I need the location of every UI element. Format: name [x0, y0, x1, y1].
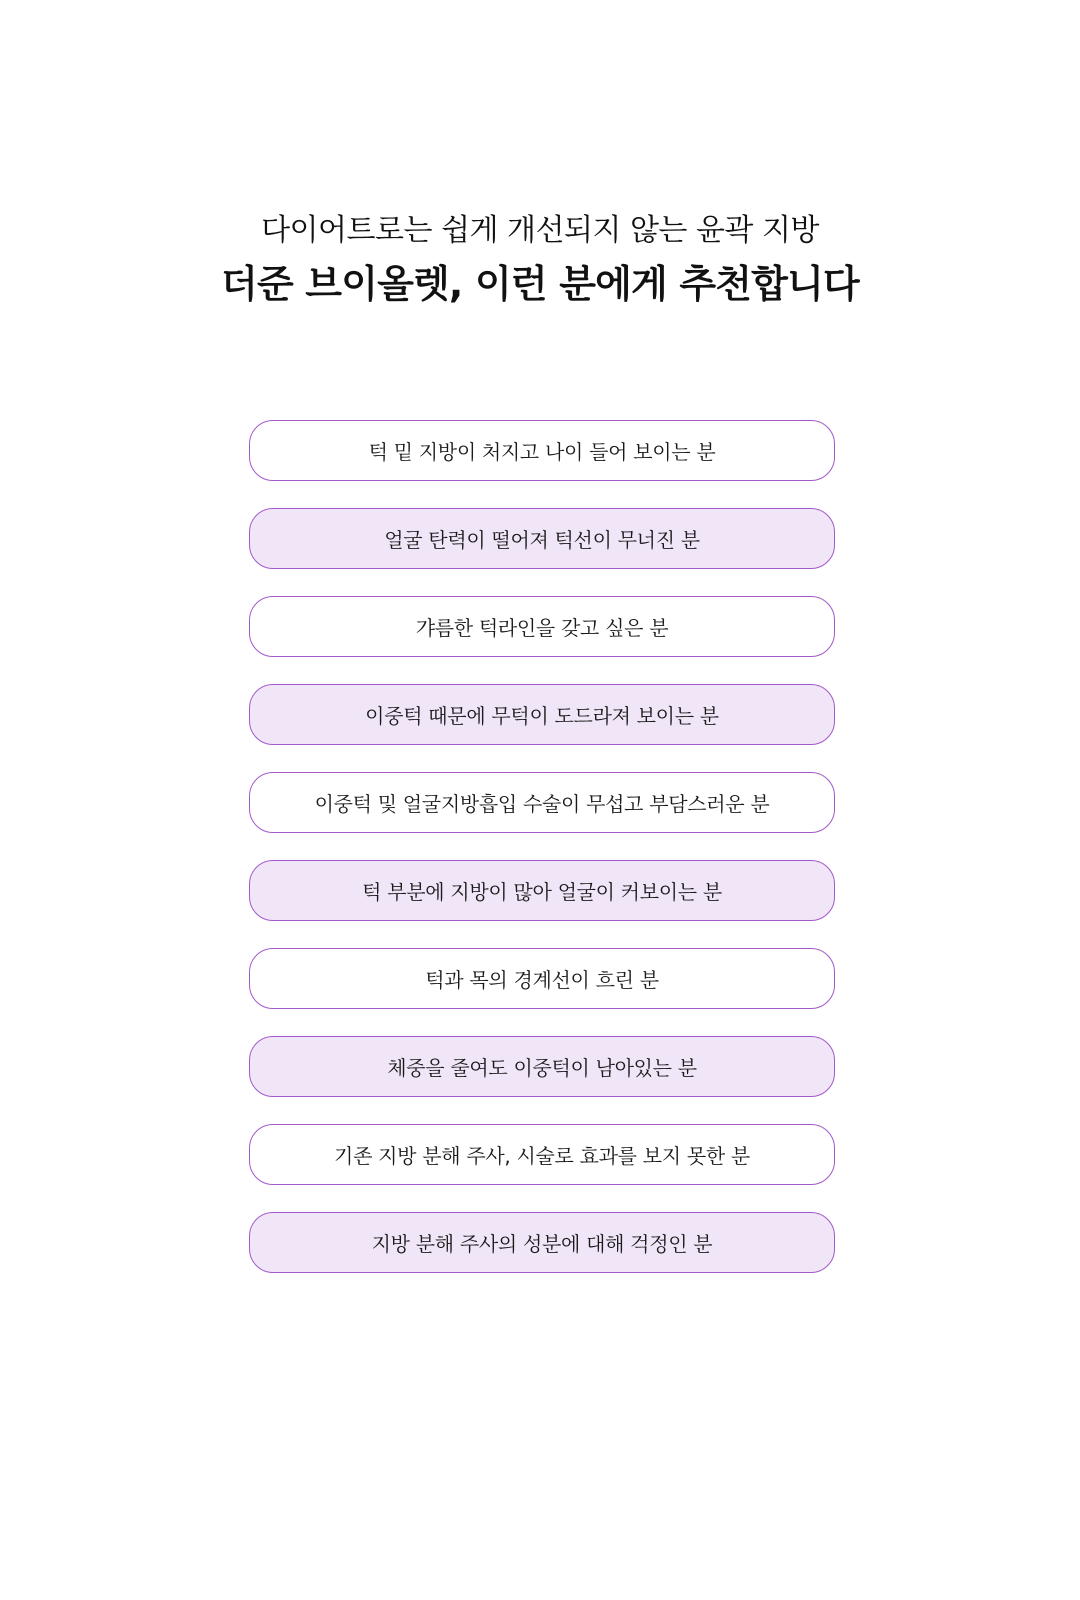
- page-subtitle: 다이어트로는 쉽게 개선되지 않는 윤곽 지방: [261, 213, 819, 248]
- recommendation-item: 갸름한 턱라인을 갖고 싶은 분: [249, 596, 835, 657]
- recommendation-item: 턱 밑 지방이 처지고 나이 들어 보이는 분: [249, 420, 835, 481]
- recommendation-item: 얼굴 탄력이 떨어져 턱선이 무너진 분: [249, 508, 835, 569]
- page-title: 더준 브이올렛, 이런 분에게 추천합니다: [221, 262, 859, 306]
- recommendation-item: 턱과 목의 경계선이 흐린 분: [249, 948, 835, 1009]
- recommendation-item: 이중턱 및 얼굴지방흡입 수술이 무섭고 부담스러운 분: [249, 772, 835, 833]
- recommendation-item: 이중턱 때문에 무턱이 도드라져 보이는 분: [249, 684, 835, 745]
- recommendation-item: 기존 지방 분해 주사, 시술로 효과를 보지 못한 분: [249, 1124, 835, 1185]
- header: [0, 210, 1080, 310]
- recommendation-item: 턱 부분에 지방이 많아 얼굴이 커보이는 분: [249, 860, 835, 921]
- recommendation-item: 지방 분해 주사의 성분에 대해 걱정인 분: [249, 1212, 835, 1273]
- recommendation-list: [249, 420, 835, 1300]
- recommendation-item: 체중을 줄여도 이중턱이 남아있는 분: [249, 1036, 835, 1097]
